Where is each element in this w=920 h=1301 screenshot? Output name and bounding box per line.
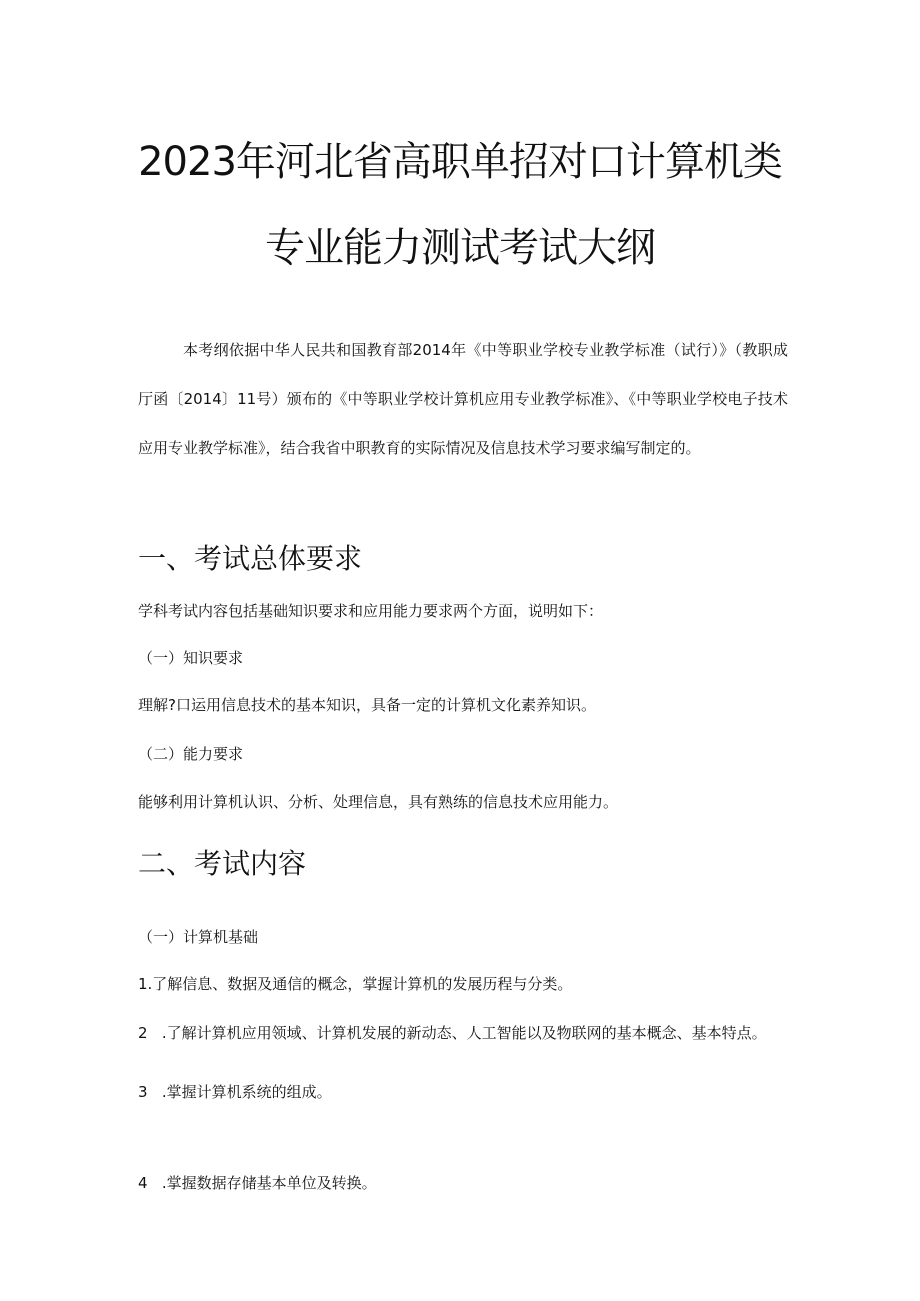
content-item: 3 .掌握计算机系统的组成。 — [138, 1083, 332, 1101]
section-2-heading: 二、考试内容 — [138, 847, 307, 880]
section-1-heading: 一、考试总体要求 — [138, 542, 363, 575]
document-title-line-2: 专业能力测试考试大纲 — [265, 225, 655, 271]
content-item: 2 .了解计算机应用领域、计算机发展的新动态、人工智能以及物联网的基本概念、基本特点。 — [138, 1024, 767, 1042]
computer-basics-heading: （一）计算机基础 — [138, 928, 259, 946]
content-item: 1.了解信息、数据及通信的概念，掌握计算机的发展历程与分类。 — [138, 975, 573, 993]
document-title-line-1: 2023年河北省高职单招对口计算机类 — [138, 139, 782, 185]
ability-requirements-heading: （二）能力要求 — [138, 745, 244, 763]
content-item: 4 .掌握数据存储基本单位及转换。 — [138, 1174, 377, 1192]
section-1-summary: 学科考试内容包括基础知识要求和应用能力要求两个方面，说明如下： — [138, 602, 604, 620]
knowledge-requirements-text: 理解?口运用信息技术的基本知识，具备一定的计算机文化素养知识。 — [138, 696, 596, 714]
knowledge-requirements-heading: （一）知识要求 — [138, 649, 244, 667]
ability-requirements-text: 能够利用计算机认识、分析、处理信息，具有熟练的信息技术应用能力。 — [138, 793, 619, 811]
intro-paragraph: 本考纲依据中华人民共和国教育部2014年《中等职业学校专业教学标准（试行）》（教职成厅函〔2014〕11号）颁布的《中等职业学校计算机应用专业教学标准》、《中等职业学校电子技术应用专业教学标准》，结合我省中职教育的实际情况及信息技术学习要求编写制定的。 — [138, 341, 788, 457]
